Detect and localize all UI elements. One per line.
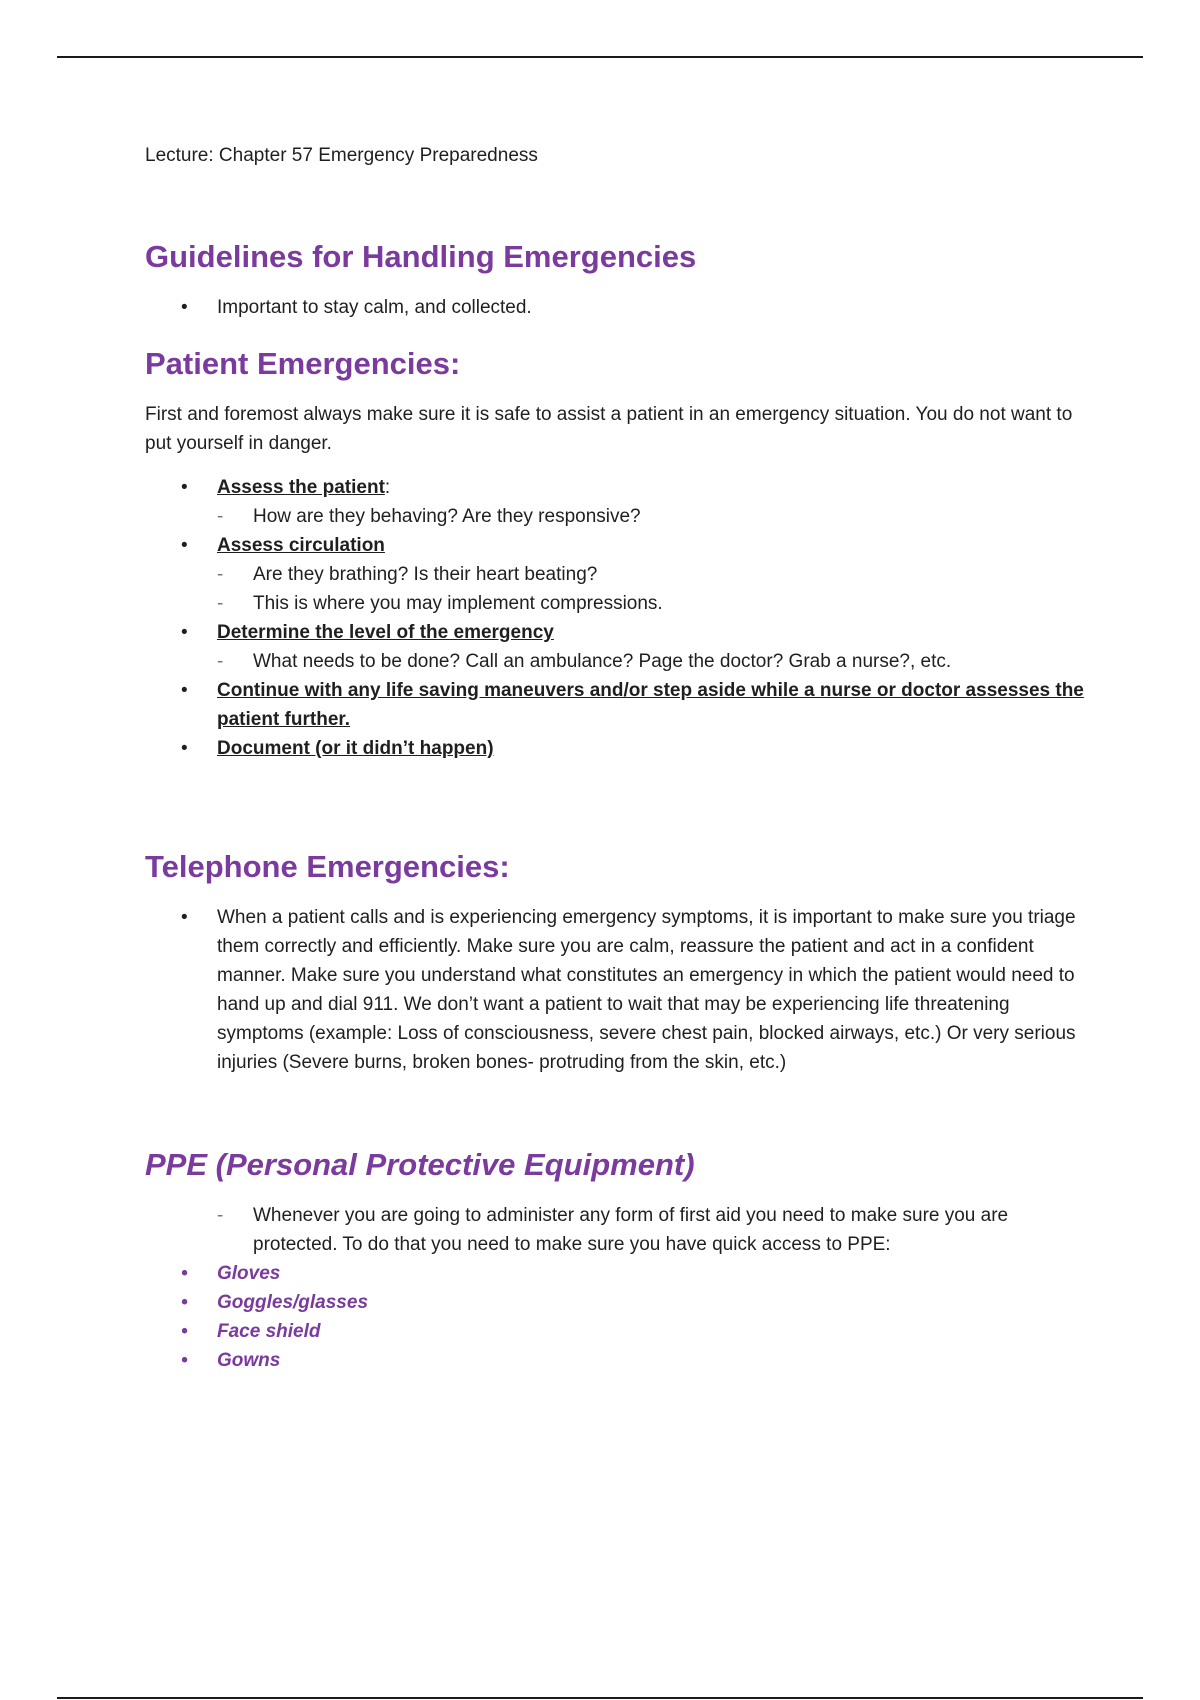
sublist [145, 560, 1085, 618]
dash-icon: - [217, 506, 224, 527]
sub-item: - Are they brathing? Is their heart beating? [145, 560, 1085, 589]
bullet-icon: • [181, 1321, 188, 1342]
bottom-rule [57, 1697, 1143, 1699]
list-item: • Important to stay calm, and collected. [145, 293, 1085, 322]
bullet-icon: • [181, 907, 188, 928]
bullet-icon: • [181, 477, 188, 498]
bullet-icon: • [181, 297, 188, 318]
patient-intro: First and foremost always make sure it is safe to assist a patient in an emergency situation. You do not want to put yourself in danger. [145, 404, 1073, 454]
heading-ppe: PPE (Personal Protective Equipment) [145, 1147, 695, 1182]
bullet-icon: • [181, 680, 188, 701]
list-item: • Gloves [145, 1259, 1085, 1288]
sublist [145, 647, 1085, 676]
list-item: • Goggles/glasses [145, 1288, 1085, 1317]
dash-icon: - [217, 651, 224, 672]
list-item: • Document (or it didn’t happen) [145, 734, 1085, 763]
bullet-icon: • [181, 1350, 188, 1371]
dash-icon: - [217, 1205, 224, 1226]
ppe-intro-list [145, 1201, 1085, 1259]
dash-icon: - [217, 564, 224, 585]
bullet-icon: • [181, 622, 188, 643]
ppe-items-list [145, 1259, 1085, 1375]
sub-item: - This is where you may implement compressions. [145, 589, 1085, 618]
guidelines-list [145, 293, 1085, 322]
bullet-icon: • [181, 738, 188, 759]
patient-steps-list [145, 676, 1085, 763]
lecture-title: Lecture: Chapter 57 Emergency Preparedness [145, 145, 538, 166]
list-item: • Gowns [145, 1346, 1085, 1375]
list-item: • Assess circulation [145, 531, 1085, 560]
sub-item: - What needs to be done? Call an ambulance? Page the doctor? Grab a nurse?, etc. [145, 647, 1085, 676]
sublist [145, 502, 1085, 531]
list-item: • When a patient calls and is experiencing emergency symptoms, it is important to make sure you triage them correctly and efficiently. Make sure you are calm, reassure the patient and act in a confident manner. Make sure you understand what constitutes an emergency in which the patient would need to hand up and dial 911. We don’t want a patient to wait that may be experiencing life threatening symptoms (example: Loss of consciousness, severe chest pain, blocked airways, etc.) Or very serious injuries (Severe burns, broken bones- protruding from the skin, etc.) [145, 903, 1085, 1077]
list-item: • Continue with any life saving maneuvers and/or step aside while a nurse or doctor assesses the patient further. [145, 676, 1085, 734]
sub-item: - Whenever you are going to administer any form of first aid you need to make sure you are protected. To do that you need to make sure you have quick access to PPE: [145, 1201, 1085, 1259]
patient-steps-list [145, 473, 1085, 502]
patient-steps-list [145, 531, 1085, 560]
list-item: • Face shield [145, 1317, 1085, 1346]
list-item: • Determine the level of the emergency [145, 618, 1085, 647]
heading-telephone-emergencies: Telephone Emergencies: [145, 849, 510, 884]
bullet-icon: • [181, 1292, 188, 1313]
heading-patient-emergencies: Patient Emergencies: [145, 346, 461, 381]
list-item: • Assess the patient: [145, 473, 1085, 502]
telephone-list [145, 903, 1085, 1077]
patient-steps-list [145, 618, 1085, 647]
bullet-icon: • [181, 535, 188, 556]
heading-guidelines: Guidelines for Handling Emergencies [145, 239, 697, 274]
top-rule [57, 56, 1143, 58]
dash-icon: - [217, 593, 224, 614]
sub-item: - How are they behaving? Are they responsive? [145, 502, 1085, 531]
document-page [145, 142, 1085, 1375]
bullet-icon: • [181, 1263, 188, 1284]
